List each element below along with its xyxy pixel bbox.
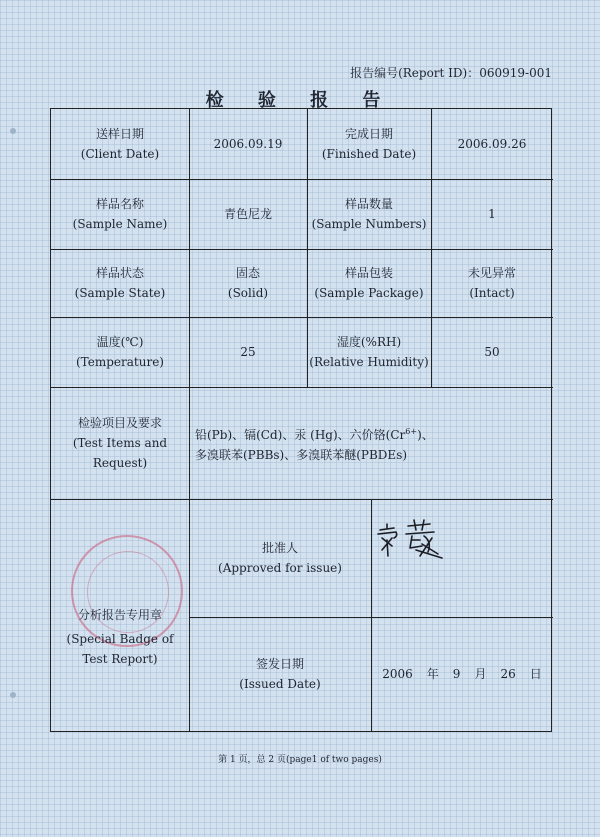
humidity-label [307, 317, 431, 387]
label-en: (Temperature) [76, 355, 164, 369]
finished-date-value [431, 109, 553, 179]
page-footer: 第 1 页，总 2 页(page1 of two pages) [218, 755, 382, 765]
value: 青色尼龙 [223, 207, 272, 221]
sample-numbers-value [431, 179, 553, 249]
label-cn: 分析报告专用章 [77, 608, 162, 622]
badge-label [51, 499, 189, 731]
superscript: 6+ [405, 426, 418, 436]
sample-package-label [307, 249, 431, 317]
signature-image [372, 516, 448, 562]
label-cn: 样品数量 [344, 197, 393, 211]
label-en: (Issued Date) [239, 677, 321, 691]
test-items-text: 铅(Pb)、镉(Cd)、汞 (Hg)、六价铬(Cr [195, 427, 406, 442]
value: 2006.09.26 [457, 137, 527, 151]
value: 25 [240, 345, 256, 359]
issued-label [189, 617, 371, 731]
value: 50 [484, 345, 500, 359]
label-en: (Test Items and Request) [72, 436, 168, 470]
label-cn: 样品状态 [95, 266, 144, 280]
value-cn: 未见异常 [467, 266, 516, 280]
sample-name-label [51, 179, 189, 249]
label-en: (Special Badge of [66, 632, 174, 646]
label-en: (Finished Date) [321, 147, 417, 161]
test-items-line-2: 多溴联苯(PBBs)、多溴联苯醚(PBDEs) [195, 447, 408, 462]
sample-numbers-label [307, 179, 431, 249]
value-en: (Solid) [227, 286, 269, 300]
value-en: (Intact) [469, 286, 515, 300]
label-en: (Client Date) [80, 147, 160, 161]
value-cn: 固态 [235, 266, 260, 280]
label-en: (Relative Humidity) [309, 355, 429, 369]
approved-label [189, 499, 371, 617]
sample-package-value [431, 249, 553, 317]
report-table [50, 108, 552, 732]
sample-name-value [189, 179, 307, 249]
issued-month: 9 [452, 667, 461, 681]
issued-day-unit: 日 [529, 667, 542, 681]
temperature-label [51, 317, 189, 387]
humidity-value [431, 317, 553, 387]
report-id: 报告编号(Report ID)：060919-001 [350, 66, 552, 80]
label-en: (Approved for issue) [218, 561, 342, 575]
label-cn: 样品包装 [344, 266, 393, 280]
label-cn: 湿度(%RH) [336, 335, 402, 349]
label-cn: 完成日期 [344, 127, 393, 141]
label-en: (Sample Name) [72, 217, 168, 231]
value: 2006.09.19 [213, 137, 283, 151]
label-cn: 温度(℃) [96, 335, 144, 349]
label-cn: 签发日期 [255, 657, 304, 671]
issued-year: 2006 [382, 667, 413, 681]
punch-hole [10, 692, 16, 698]
issued-date-value [371, 617, 553, 731]
label-en: (Sample Numbers) [311, 217, 427, 231]
value: 1 [488, 207, 496, 221]
label-en: (Sample State) [74, 286, 166, 300]
label-en: Test Report) [82, 652, 158, 666]
sample-state-value [189, 249, 307, 317]
label-cn: 送样日期 [95, 127, 144, 141]
client-date-label [51, 109, 189, 179]
label-en: (Sample Package) [314, 286, 424, 300]
label-cn: 批准人 [261, 541, 298, 555]
punch-hole [10, 128, 16, 134]
temperature-value [189, 317, 307, 387]
test-items-text: )、 [417, 427, 434, 442]
issued-month-unit: 月 [474, 667, 487, 681]
page-title: 检 验 报 告 [205, 90, 395, 111]
client-date-value [189, 109, 307, 179]
test-items-line-1 [195, 422, 434, 445]
finished-date-label [307, 109, 431, 179]
test-items-value [189, 387, 553, 499]
test-items-label [51, 387, 189, 499]
label-cn: 检验项目及要求 [77, 416, 162, 430]
sample-state-label [51, 249, 189, 317]
issued-year-unit: 年 [426, 667, 439, 681]
issued-day: 26 [500, 667, 516, 681]
label-cn: 样品名称 [95, 197, 144, 211]
